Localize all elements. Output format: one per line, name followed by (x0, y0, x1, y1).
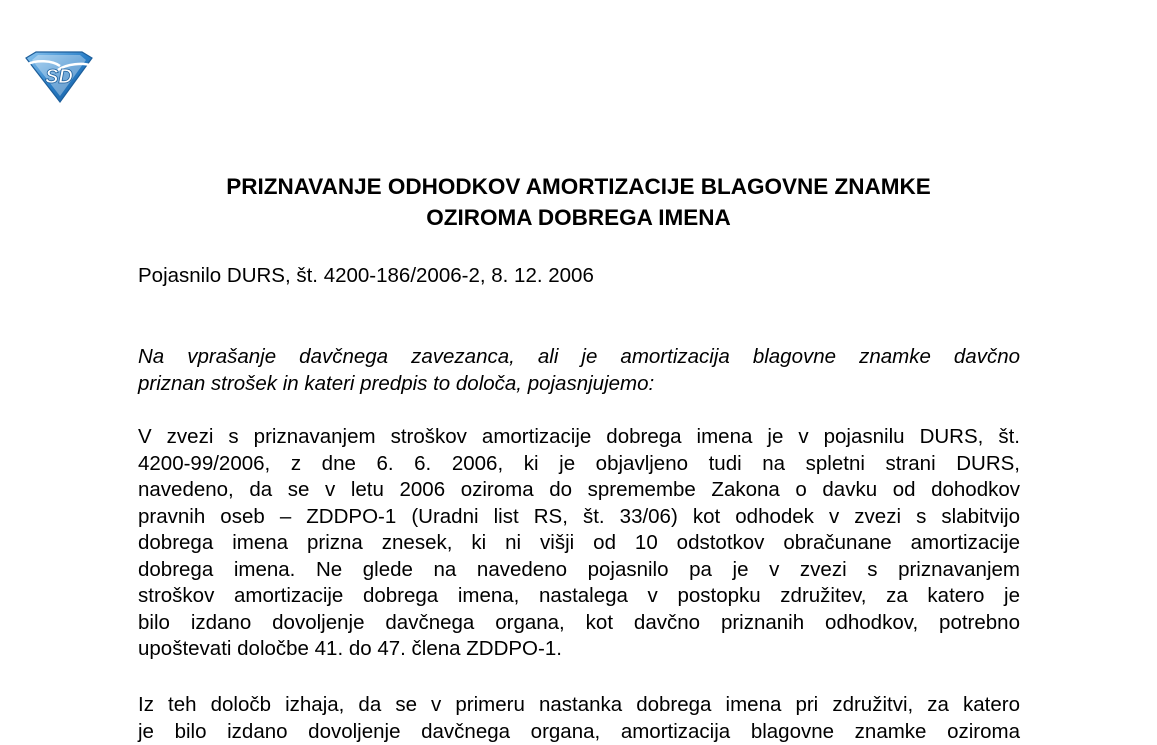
sd-diamond-logo-icon (22, 50, 96, 104)
paragraph-line: Iz teh določb izhaja, da se v primeru nastanka dobrega imena pri združitvi, za katero (138, 692, 1020, 719)
document-title-line-1: PRIZNAVANJE ODHODKOV AMORTIZACIJE BLAGOVNE ZNAMKE (0, 171, 1157, 202)
paragraph-line: pravnih oseb – ZDDPO-1 (Uradni list RS, št. 33/06) kot odhodek v zvezi s slabitvijo (138, 504, 1020, 531)
document-reference: Pojasnilo DURS, št. 4200-186/2006-2, 8. 12. 2006 (138, 262, 594, 290)
paragraph-line: je bilo izdano dovoljenje davčnega organa, amortizacija blagovne znamke oziroma (138, 719, 1020, 745)
paragraph-body-1 (138, 424, 1020, 663)
paragraph-line: bilo izdano dovoljenje davčnega organa, kot davčno priznanih odhodkov, potrebno (138, 610, 1020, 637)
paragraph-line: dobrega imena. Ne glede na navedeno pojasnilo pa je v zvezi s priznavanjem (138, 557, 1020, 584)
paragraph-line: 4200-99/2006, z dne 6. 6. 2006, ki je objavljeno tudi na spletni strani DURS, (138, 451, 1020, 478)
paragraph-line: stroškov amortizacije dobrega imena, nastalega v postopku združitev, za katero je (138, 583, 1020, 610)
paragraph-line: Na vprašanje davčnega zavezanca, ali je amortizacija blagovne znamke davčno (138, 344, 1020, 371)
paragraph-line: upoštevati določbe 41. do 47. člena ZDDPO-1. (138, 636, 1020, 663)
svg-text:SD: SD (45, 66, 73, 88)
paragraph-line: navedeno, da se v letu 2006 oziroma do spremembe Zakona o davku od dohodkov (138, 477, 1020, 504)
paragraph-line: priznan strošek in kateri predpis to določa, pojasnjujemo: (138, 371, 1020, 398)
paragraph-line: dobrega imena prizna znesek, ki ni višji od 10 odstotkov obračunane amortizacije (138, 530, 1020, 557)
document-title-line-2: OZIROMA DOBREGA IMENA (0, 202, 1157, 233)
paragraph-line: V zvezi s priznavanjem stroškov amortizacije dobrega imena je v pojasnilu DURS, št. (138, 424, 1020, 451)
paragraph-body-2 (138, 692, 1020, 745)
company-logo (22, 50, 96, 104)
paragraph-question (138, 344, 1020, 397)
